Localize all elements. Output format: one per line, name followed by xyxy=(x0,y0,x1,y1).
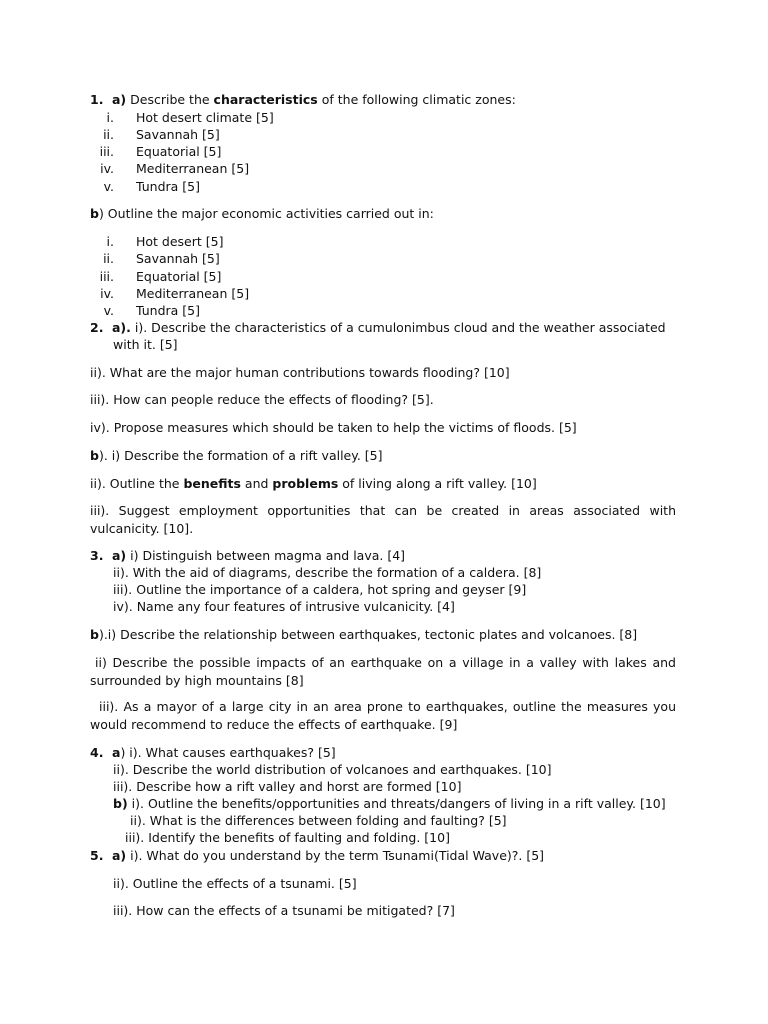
q1-a-label: a) xyxy=(112,92,127,107)
q2-a-i-text1: i). Describe the characteristics of a cumulonimbus cloud and the weather associated xyxy=(130,320,666,335)
q3-a-iv: iv). Name any four features of intrusive vulcanicity. [4] xyxy=(113,599,455,614)
q1-b-item-text: Hot desert [5] xyxy=(136,234,224,249)
q5-number: 5. xyxy=(90,848,104,863)
q3-b-i: ).i) Describe the relationship between earthquakes, tectonic plates and volcanoes. [8] xyxy=(98,627,638,642)
q2-b-i-line xyxy=(90,447,383,464)
q1-b-item-numeral: i. xyxy=(106,234,114,249)
q4-a-label: a xyxy=(112,745,121,760)
q2-b-ii-post: of living along a rift valley. [10] xyxy=(338,476,537,491)
q2-b-ii-bold1: benefits xyxy=(183,476,241,491)
q1-number: 1. xyxy=(90,92,104,107)
q2-a-label: a). xyxy=(112,320,131,335)
q1-b-item-text: Tundra [5] xyxy=(136,303,200,318)
q4-b-label: b) xyxy=(113,796,128,811)
q1-a-item-text: Mediterranean [5] xyxy=(136,161,250,177)
q1-b-item-text: Mediterranean [5] xyxy=(136,285,250,301)
q1-a-text-pre: Describe the xyxy=(126,92,214,107)
q2-b-label: b xyxy=(90,448,99,463)
q4-a-i-line xyxy=(90,744,336,761)
q3-a-i-line xyxy=(90,547,405,564)
q1-a-text-post: of the following climatic zones: xyxy=(317,92,516,107)
q2-b-iii: iii). Suggest employment opportunities that can be created in areas associated with vulcanicity. [10]. xyxy=(90,503,676,536)
q1-a-item-text: Hot desert climate [5] xyxy=(136,109,274,125)
q1-b-item-text: Equatorial [5] xyxy=(136,268,222,284)
q4-a-i: ) i). What causes earthquakes? [5] xyxy=(120,745,336,760)
q2-a-iv: iv). Propose measures which should be taken to help the victims of floods. [5] xyxy=(90,420,577,435)
q3-a-i: i) Distinguish between magma and lava. [4] xyxy=(126,548,406,563)
q1-b-label: b xyxy=(90,206,99,221)
q4-b-ii: ii). What is the differences between folding and faulting? [5] xyxy=(130,813,507,828)
q2-b-ii-bold2: problems xyxy=(272,476,339,491)
q4-b-i-line xyxy=(113,795,666,812)
q1-b-text: ) Outline the major economic activities carried out in: xyxy=(98,206,434,221)
q4-a-ii: ii). Describe the world distribution of volcanoes and earthquakes. [10] xyxy=(113,762,552,777)
q4-a-iii: iii). Describe how a rift valley and horst are formed [10] xyxy=(113,779,462,794)
q1-a-item-text: Savannah [5] xyxy=(136,126,220,142)
q2-b-ii-line xyxy=(90,475,537,492)
q2-a-i-line xyxy=(90,319,666,336)
q3-b-ii: ii) Describe the possible impacts of an earthquake on a village in a valley with lakes and surrounded by high mountains [8] xyxy=(90,655,676,688)
q3-a-ii: ii). With the aid of diagrams, describe the formation of a caldera. [8] xyxy=(113,565,542,580)
q2-a-iii: iii). How can people reduce the effects of flooding? [5]. xyxy=(90,392,434,407)
q1-a-item-numeral: i. xyxy=(106,109,114,125)
q2-a-i-text2: with it. [5] xyxy=(113,337,178,352)
q1-a-item-numeral: iii. xyxy=(99,144,114,159)
q1-a-item-numeral: iv. xyxy=(100,161,114,177)
q4-b-iii: iii). Identify the benefits of faulting and folding. [10] xyxy=(125,830,450,845)
q3-a-iii: iii). Outline the importance of a caldera, hot spring and geyser [9] xyxy=(113,582,527,597)
q4-number: 4. xyxy=(90,745,104,760)
q1-a-bold: characteristics xyxy=(213,92,318,107)
q1-a-item-text: Equatorial [5] xyxy=(136,144,222,159)
q4-b-i: i). Outline the benefits/opportunities and threats/dangers of living in a rift valley. [10] xyxy=(127,796,666,811)
q1-b-item-numeral: iv. xyxy=(100,285,114,301)
q3-b-label: b xyxy=(90,627,99,642)
q2-number: 2. xyxy=(90,320,104,335)
q2-b-i: ). i) Describe the formation of a rift valley. [5] xyxy=(98,448,383,463)
q2-a-ii: ii). What are the major human contributions towards flooding? [10] xyxy=(90,365,510,380)
q5-a-iii: iii). How can the effects of a tsunami be mitigated? [7] xyxy=(113,903,455,918)
q3-b-iii: iii). As a mayor of a large city in an area prone to earthquakes, outline the measures you would recommend to reduce the effects of earthquake. [9] xyxy=(90,699,676,732)
q1-a-item-numeral: v. xyxy=(103,178,114,194)
q1-b-item-numeral: v. xyxy=(103,303,114,318)
q1-b-item-numeral: iii. xyxy=(99,268,114,284)
q3-a-label: a) xyxy=(112,548,127,563)
q1-a-item-text: Tundra [5] xyxy=(136,178,200,194)
q3-b-i-line xyxy=(90,626,637,643)
q5-a-i-line xyxy=(90,847,544,864)
q1-b-line xyxy=(90,205,434,222)
q5-a-i: i). What do you understand by the term Tsunami(Tidal Wave)?. [5] xyxy=(126,848,545,863)
q3-number: 3. xyxy=(90,548,104,563)
q1-a-line xyxy=(90,91,516,108)
q1-b-item-text: Savannah [5] xyxy=(136,251,220,267)
q2-b-ii-mid: and xyxy=(240,476,273,491)
q5-a-ii: ii). Outline the effects of a tsunami. [5] xyxy=(113,876,357,891)
q2-b-ii-pre: ii). Outline the xyxy=(90,476,184,491)
q1-b-item-numeral: ii. xyxy=(103,251,114,267)
q1-a-item-numeral: ii. xyxy=(103,126,114,142)
q5-a-label: a) xyxy=(112,848,127,863)
